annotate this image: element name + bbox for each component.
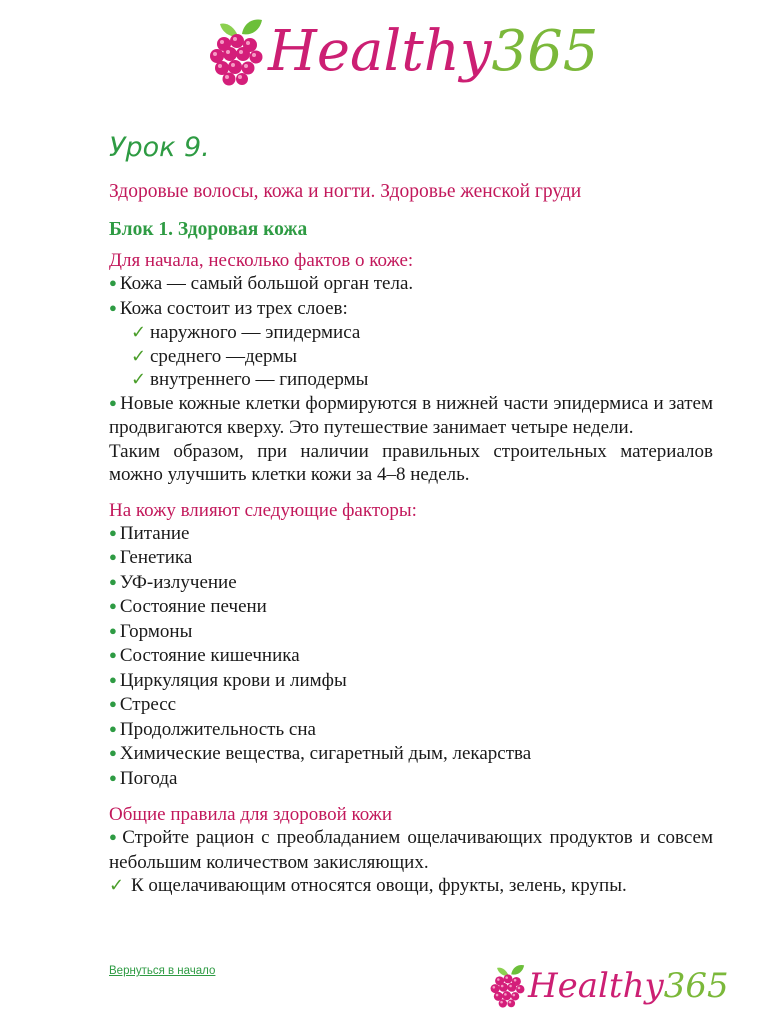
facts-paragraph: Таким образом, при наличии правильных строительных материалов можно улучшить клетки кожи за 4–8 недель. [109,440,713,485]
list-item: ● Кожа состоит из трех слоев: [109,297,348,319]
raspberry-icon [206,16,268,88]
bullet-icon: ● [109,299,117,315]
logo-word-healthy: Healthy [268,19,492,84]
rules-check-item: ✓ К ощелачивающим относятся овощи, фрукты, зелень, крупы. [109,875,627,896]
rules-list [109,826,713,874]
bullet-icon: ● [109,745,117,760]
list-item: ● Питание [109,522,190,544]
checkmark-icon: ✓ [131,345,147,367]
list-item: ✓ наружного — эпидермиса [131,322,361,343]
raspberry-icon [488,958,528,1014]
bullet-icon: ● [109,598,117,613]
back-to-top-link[interactable]: Вернуться в начало [109,965,216,977]
list-item: ● Гормоны [109,620,193,642]
logo-word-healthy: Healthy [528,966,664,1006]
lesson-number: Урок 9. [109,132,210,163]
bullet-icon: ● [109,647,117,662]
list-item: ● Состояние кишечника [109,645,300,666]
checkmark-icon: ✓ [109,875,125,896]
facts-list [109,272,713,440]
lesson-content [109,130,713,898]
list-item: ● Циркуляция крови и лимфы [109,669,347,691]
bullet-icon: ● [109,394,118,410]
bullet-icon: ● [109,622,117,638]
logo-word-365: 365 [663,966,729,1006]
logo-word-365: 365 [491,19,599,84]
bullet-icon: ● [109,524,117,540]
list-item: ✓ среднего —дермы [131,345,298,367]
list-item: ● Генетика [109,547,193,568]
lesson-subtitle: Здоровые волосы, кожа и ногти. Здоровье женской груди [109,181,582,202]
checkmark-icon: ✓ [131,322,147,343]
bullet-icon: ● [109,720,117,736]
list-item: ● Стройте рацион с преобладанием ощелачивающих продуктов и совсем небольшим количеством закисляющих. [109,827,714,873]
bullet-icon: ● [109,671,117,687]
bullet-icon: ● [109,829,120,844]
bullet-icon: ● [109,573,117,589]
bullet-icon: ● [109,696,117,711]
list-item: ● УФ-излучение [109,571,237,593]
bullet-icon: ● [109,549,117,564]
list-item: ● Погода [109,767,178,789]
factors-heading: На кожу влияют следующие факторы: [109,499,417,521]
list-item: ● Кожа — самый большой орган тела. [109,273,414,294]
logo-header [206,16,598,88]
checkmark-icon: ✓ [131,369,147,390]
list-item: ✓ внутреннего — гиподермы [131,369,369,390]
list-item: ● Стресс [109,694,177,715]
list-item: ● Состояние печени [109,596,267,617]
bullet-icon: ● [109,275,117,290]
list-item: ● Новые кожные клетки формируются в нижней части эпидермиса и затем продвигаются кверху. Это путешествие занимает четыре недели. [109,392,713,438]
block-title: Блок 1. Здоровая кожа [109,219,308,240]
list-item: ● Химические вещества, сигаретный дым, лекарства [109,743,532,764]
list-item: ● Продолжительность сна [109,718,316,740]
logo-text [528,966,729,1006]
rules-heading: Общие правила для здоровой кожи [109,804,393,825]
logo-footer [488,958,729,1014]
factors-list [109,522,713,792]
logo-text [268,19,599,84]
facts-heading: Для начала, несколько фактов о коже: [109,250,414,271]
bullet-icon: ● [109,769,117,785]
